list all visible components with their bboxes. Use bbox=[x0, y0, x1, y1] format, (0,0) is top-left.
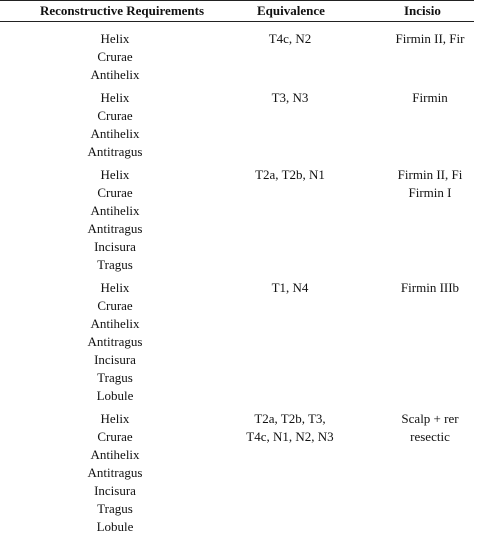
requirements-cell-line: Antihelix bbox=[90, 126, 140, 141]
incision-cell bbox=[365, 410, 495, 446]
header-equivalence: Equivalence bbox=[257, 3, 325, 18]
incision-cell bbox=[365, 279, 495, 297]
incision-cell-line: Firmin IIIb bbox=[400, 280, 460, 295]
equivalence-cell-line: T2a, T2b, T3, bbox=[254, 411, 326, 426]
requirements-cell-line: Antitragus bbox=[87, 465, 143, 480]
equivalence-cell-line: T3, N3 bbox=[271, 90, 309, 105]
equivalence-cell bbox=[220, 30, 360, 48]
requirements-cell-line: Crurae bbox=[97, 429, 133, 444]
incision-cell bbox=[365, 30, 495, 48]
header-incision: Incisio bbox=[404, 3, 441, 18]
equivalence-cell bbox=[220, 279, 360, 297]
requirements-cell bbox=[55, 89, 175, 161]
requirements-cell-line: Lobule bbox=[96, 519, 134, 534]
requirements-cell-line: Lobule bbox=[96, 388, 134, 403]
requirements-cell bbox=[55, 166, 175, 274]
header-rule bbox=[0, 21, 474, 22]
equivalence-cell bbox=[220, 166, 360, 184]
equivalence-cell bbox=[220, 410, 360, 446]
requirements-cell-line: Incisura bbox=[94, 352, 136, 367]
incision-cell-line: Firmin bbox=[412, 90, 448, 105]
requirements-cell-line: Helix bbox=[100, 411, 130, 426]
requirements-cell-line: Incisura bbox=[94, 483, 136, 498]
header-reconstructive-requirements: Reconstructive Requirements bbox=[40, 3, 205, 18]
table-row bbox=[0, 89, 474, 161]
requirements-cell bbox=[55, 410, 175, 536]
requirements-cell-line: Helix bbox=[100, 31, 130, 46]
requirements-cell-line: Helix bbox=[100, 90, 130, 105]
requirements-cell-line: Crurae bbox=[97, 49, 133, 64]
requirements-cell-line: Antitragus bbox=[87, 334, 143, 349]
incision-cell-line: Firmin II, Fi bbox=[397, 167, 463, 182]
table-row bbox=[0, 410, 474, 536]
table-row bbox=[0, 166, 474, 274]
incision-cell bbox=[365, 89, 495, 107]
requirements-cell-line: Antihelix bbox=[90, 203, 140, 218]
equivalence-cell-line: T4c, N1, N2, N3 bbox=[246, 429, 334, 444]
requirements-cell-line: Tragus bbox=[97, 370, 133, 385]
incision-cell-line: Firmin II, Fir bbox=[395, 31, 465, 46]
equivalence-cell-line: T1, N4 bbox=[271, 280, 309, 295]
incision-cell bbox=[365, 166, 495, 202]
incision-cell-line: Scalp + rer bbox=[401, 411, 459, 426]
equivalence-cell-line: T4c, N2 bbox=[268, 31, 312, 46]
requirements-cell bbox=[55, 279, 175, 405]
table-row bbox=[0, 279, 474, 405]
requirements-cell-line: Crurae bbox=[97, 298, 133, 313]
requirements-cell-line: Antihelix bbox=[90, 447, 140, 462]
incision-cell-line: Firmin I bbox=[408, 185, 452, 200]
equivalence-cell-line: T2a, T2b, N1 bbox=[255, 167, 325, 182]
requirements-cell-line: Antihelix bbox=[90, 67, 140, 82]
requirements-cell-line: Helix bbox=[100, 167, 130, 182]
requirements-cell-line: Antitragus bbox=[87, 221, 143, 236]
requirements-cell-line: Crurae bbox=[97, 108, 133, 123]
table-row bbox=[0, 30, 474, 84]
incision-cell-line: resectic bbox=[410, 429, 450, 444]
requirements-cell-line: Helix bbox=[100, 280, 130, 295]
requirements-cell bbox=[55, 30, 175, 84]
requirements-cell-line: Incisura bbox=[94, 239, 136, 254]
requirements-cell-line: Antihelix bbox=[90, 316, 140, 331]
requirements-cell-line: Tragus bbox=[97, 501, 133, 516]
requirements-cell-line: Tragus bbox=[97, 257, 133, 272]
requirements-cell-line: Antitragus bbox=[87, 144, 143, 159]
requirements-cell-line: Crurae bbox=[97, 185, 133, 200]
equivalence-cell bbox=[220, 89, 360, 107]
